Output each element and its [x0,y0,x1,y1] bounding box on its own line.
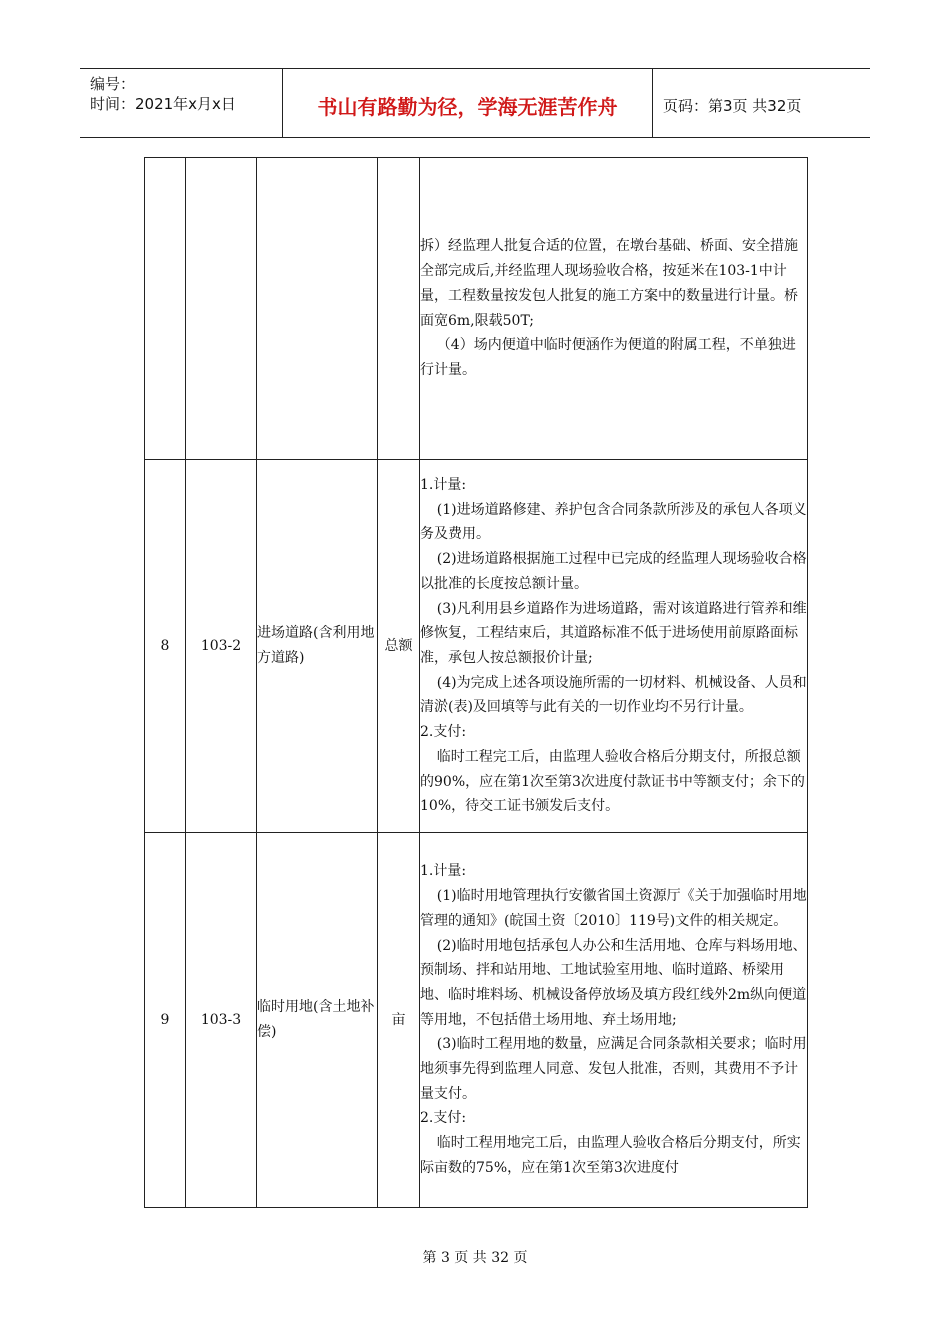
description-paragraph: 2.支付: [420,1110,467,1127]
description-paragraph: 临时工程用地完工后，由监理人验收合格后分期支付，所实际亩数的75%，应在第1次至第3次进度付 [420,1135,801,1176]
item-code: 103-2 [186,460,257,833]
page-header [80,68,870,138]
item-name [257,158,378,460]
header-divider [652,69,653,137]
table-row [145,460,808,833]
page-footer: 第 3 页 共 32 页 [422,1250,528,1266]
description-paragraph: (4)为完成上述各项设施所需的一切材料、机械设备、人员和清淤(表)及回填等与此有关的一切作业均不另行计量。 [420,674,807,716]
description-paragraph: 1.计量: [420,863,467,880]
item-description [420,460,808,833]
description-paragraph: （4）场内便道中临时便涵作为便道的附属工程，不单独进行计量。 [420,337,796,378]
description-paragraph: (2)临时用地包括承包人办公和生活用地、仓库与料场用地、预制场、拌和站用地、工地试验室用地、临时道路、桥梁用地、临时堆料场、机械设备停放场及填方段红线外2m纵向便道等用地，不包括借土场用地、弃土场用地; [420,937,807,1028]
description-paragraph: (3)临时工程用地的数量，应满足合同条款相关要求；临时用地须事先得到监理人同意、发包人批准，否则，其费用不予计量支付。 [420,1036,807,1102]
item-unit [378,158,420,460]
item-code [186,158,257,460]
description-paragraph: 1.计量: [420,477,467,494]
row-number [145,158,186,460]
description-paragraph: (1)进场道路修建、养护包含合同条款所涉及的承包人各项义务及费用。 [420,501,807,543]
item-unit: 亩 [378,833,420,1208]
document-time-label: 时间：2021年x月x日 [90,95,236,113]
measurement-table [144,157,808,1208]
description-paragraph: 2.支付: [420,724,467,741]
header-motto: 书山有路勤为径，学海无涯苦作舟 [317,95,618,119]
document-number-label: 编号： [90,75,136,93]
description-paragraph: (2)进场道路根据施工过程中已完成的经监理人现场验收合格以批准的长度按总额计量。 [420,551,807,592]
table-row [145,158,808,460]
description-paragraph: (3)凡利用县乡道路作为进场道路，需对该道路进行管养和维修恢复，工程结束后，其道路标准不低于进场使用前原路面标准，承包人按总额报价计量; [420,600,807,666]
item-code: 103-3 [186,833,257,1208]
item-unit: 总额 [378,460,420,833]
row-number: 9 [145,833,186,1208]
description-paragraph: 临时工程完工后，由监理人验收合格后分期支付，所报总额的90%，应在第1次至第3次进度付款证书中等额支付；余下的10%，待交工证书颁发后支付。 [420,748,805,815]
table-row [145,833,808,1208]
item-name: 临时用地(含土地补偿) [257,833,378,1208]
item-description [420,833,808,1208]
row-number: 8 [145,460,186,833]
description-paragraph: 拆）经监理人批复合适的位置，在墩台基础、桥面、安全措施全部完成后,并经监理人现场验收合格，按延米在103-1中计量，工程数量按发包人批复的施工方案中的数量进行计量。桥面宽6m,限载50T; [420,238,798,329]
item-description [420,158,808,460]
description-paragraph: (1)临时用地管理执行安徽省国土资源厅《关于加强临时用地管理的通知》(皖国土资〔2010〕119号)文件的相关规定。 [420,888,807,929]
header-page-number: 页码：第3页 共32页 [663,97,802,115]
item-name: 进场道路(含利用地方道路) [257,460,378,833]
header-meta [80,69,282,137]
